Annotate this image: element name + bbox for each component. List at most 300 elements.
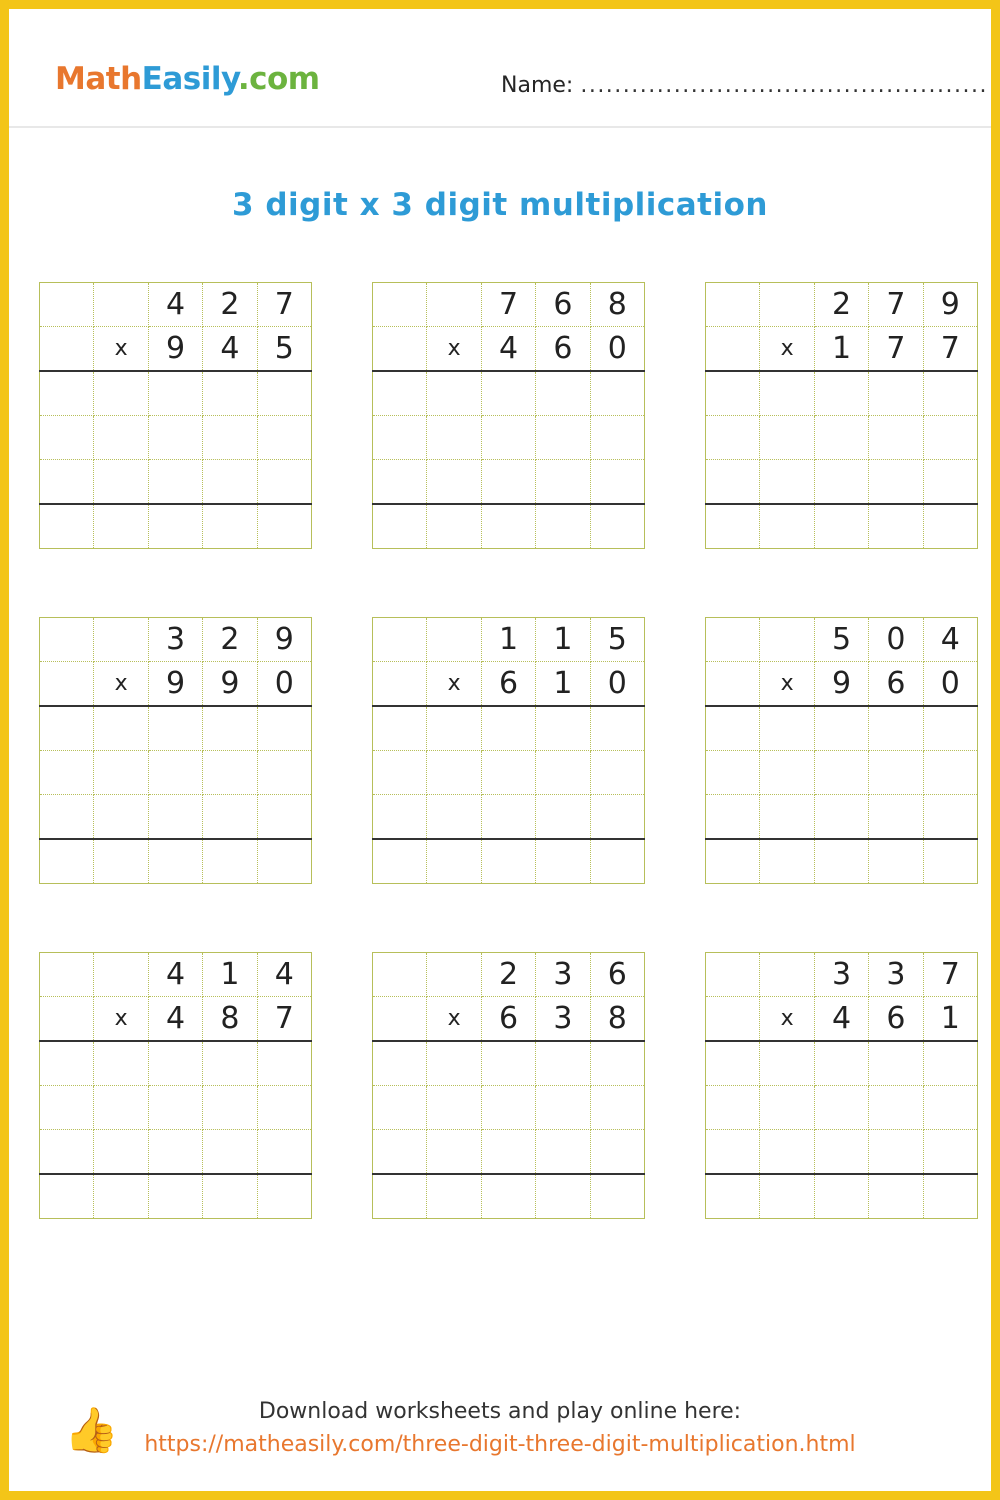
table-row (706, 504, 978, 549)
answer-cell[interactable] (40, 1041, 94, 1086)
operand-digit: 7 (923, 953, 977, 997)
pad-cell[interactable] (40, 283, 94, 327)
table-row (373, 371, 645, 416)
answer-cell[interactable] (760, 706, 814, 751)
answer-cell[interactable] (760, 795, 814, 840)
operator-symbol: x (427, 662, 481, 707)
pad-cell[interactable] (94, 618, 148, 662)
table-row (373, 1086, 645, 1130)
pad-cell[interactable] (706, 997, 760, 1042)
problem-8[interactable] (372, 952, 645, 1219)
table-row (373, 1130, 645, 1175)
pad-cell[interactable] (373, 997, 427, 1042)
answer-cell[interactable] (257, 751, 311, 795)
operand-digit: 9 (923, 283, 977, 327)
answer-cell[interactable] (706, 504, 760, 549)
table-row (706, 1174, 978, 1219)
pad-cell[interactable] (427, 283, 481, 327)
table-row (373, 997, 645, 1042)
answer-cell[interactable] (814, 795, 868, 840)
pad-cell[interactable] (706, 327, 760, 372)
answer-cell[interactable] (257, 706, 311, 751)
table-row (373, 953, 645, 997)
answer-cell[interactable] (94, 1041, 148, 1086)
problem-5[interactable] (372, 617, 645, 884)
operand-digit: 9 (203, 662, 257, 707)
answer-cell[interactable] (590, 751, 644, 795)
problem-row (9, 952, 1000, 1219)
answer-cell[interactable] (481, 795, 535, 840)
pad-cell[interactable] (706, 283, 760, 327)
answer-cell[interactable] (706, 1041, 760, 1086)
answer-cell[interactable] (536, 1174, 590, 1219)
pad-cell[interactable] (40, 618, 94, 662)
answer-cell[interactable] (590, 1041, 644, 1086)
answer-cell[interactable] (94, 795, 148, 840)
answer-cell[interactable] (706, 795, 760, 840)
pad-cell[interactable] (373, 618, 427, 662)
table-row (706, 618, 978, 662)
table-row (706, 1086, 978, 1130)
page-title: 3 digit x 3 digit multiplication (232, 187, 768, 223)
problem-row (9, 617, 1000, 884)
answer-cell[interactable] (923, 1086, 977, 1130)
answer-cell[interactable] (481, 416, 535, 460)
answer-cell[interactable] (760, 1174, 814, 1219)
answer-cell[interactable] (590, 839, 644, 884)
answer-cell[interactable] (706, 416, 760, 460)
pad-cell[interactable] (94, 953, 148, 997)
operand-digit: 4 (814, 997, 868, 1042)
answer-cell[interactable] (427, 795, 481, 840)
answer-cell[interactable] (590, 1086, 644, 1130)
table-row (706, 662, 978, 707)
answer-cell[interactable] (427, 460, 481, 505)
table-row (373, 283, 645, 327)
problem-row (9, 282, 1000, 549)
operator-symbol: x (427, 997, 481, 1042)
answer-cell[interactable] (148, 371, 202, 416)
answer-cell[interactable] (814, 751, 868, 795)
answer-cell[interactable] (814, 839, 868, 884)
operand-digit: 4 (203, 327, 257, 372)
answer-cell[interactable] (94, 1086, 148, 1130)
answer-cell[interactable] (923, 416, 977, 460)
answer-cell[interactable] (923, 839, 977, 884)
answer-cell[interactable] (257, 839, 311, 884)
table-row (40, 371, 312, 416)
table-row (40, 795, 312, 840)
operand-digit: 1 (923, 997, 977, 1042)
answer-cell[interactable] (536, 1041, 590, 1086)
answer-cell[interactable] (869, 371, 923, 416)
answer-cell[interactable] (706, 460, 760, 505)
operand-digit: 7 (869, 283, 923, 327)
table-row (706, 751, 978, 795)
pad-cell[interactable] (427, 618, 481, 662)
answer-cell[interactable] (427, 504, 481, 549)
answer-cell[interactable] (536, 795, 590, 840)
answer-cell[interactable] (203, 1174, 257, 1219)
answer-cell[interactable] (760, 751, 814, 795)
answer-cell[interactable] (536, 751, 590, 795)
answer-cell[interactable] (923, 460, 977, 505)
answer-cell[interactable] (257, 416, 311, 460)
table-row (40, 618, 312, 662)
answer-cell[interactable] (814, 706, 868, 751)
answer-cell[interactable] (814, 504, 868, 549)
operand-digit: 1 (536, 662, 590, 707)
answer-cell[interactable] (148, 839, 202, 884)
answer-cell[interactable] (706, 751, 760, 795)
footer-link[interactable]: https://matheasily.com/three-digit-three-digit-multiplication.html (144, 1432, 856, 1457)
answer-cell[interactable] (590, 416, 644, 460)
answer-cell[interactable] (203, 795, 257, 840)
answer-cell[interactable] (536, 416, 590, 460)
answer-cell[interactable] (148, 1041, 202, 1086)
answer-cell[interactable] (40, 1174, 94, 1219)
answer-cell[interactable] (373, 416, 427, 460)
answer-cell[interactable] (148, 1174, 202, 1219)
answer-cell[interactable] (481, 1041, 535, 1086)
table-row (706, 997, 978, 1042)
answer-cell[interactable] (869, 1086, 923, 1130)
answer-cell[interactable] (869, 1174, 923, 1219)
problem-cell (675, 952, 1000, 1219)
answer-cell[interactable] (869, 706, 923, 751)
answer-cell[interactable] (923, 795, 977, 840)
operand-digit: 9 (814, 662, 868, 707)
pad-cell[interactable] (40, 953, 94, 997)
answer-cell[interactable] (40, 751, 94, 795)
answer-cell[interactable] (40, 1130, 94, 1175)
answer-cell[interactable] (814, 371, 868, 416)
answer-cell[interactable] (148, 751, 202, 795)
pad-cell[interactable] (40, 662, 94, 707)
answer-cell[interactable] (373, 1130, 427, 1175)
answer-cell[interactable] (814, 460, 868, 505)
answer-cell[interactable] (427, 839, 481, 884)
answer-cell[interactable] (869, 839, 923, 884)
answer-cell[interactable] (257, 1086, 311, 1130)
answer-cell[interactable] (148, 1086, 202, 1130)
answer-cell[interactable] (760, 1086, 814, 1130)
answer-cell[interactable] (257, 1130, 311, 1175)
answer-cell[interactable] (373, 504, 427, 549)
table-row (373, 751, 645, 795)
table-row (40, 283, 312, 327)
operator-symbol: x (94, 662, 148, 707)
answer-cell[interactable] (923, 751, 977, 795)
operand-digit: 4 (257, 953, 311, 997)
answer-cell[interactable] (40, 706, 94, 751)
answer-cell[interactable] (923, 371, 977, 416)
pad-cell[interactable] (760, 618, 814, 662)
answer-cell[interactable] (869, 504, 923, 549)
answer-cell[interactable] (481, 751, 535, 795)
answer-cell[interactable] (923, 1130, 977, 1175)
answer-cell[interactable] (94, 416, 148, 460)
answer-cell[interactable] (427, 1174, 481, 1219)
answer-cell[interactable] (203, 706, 257, 751)
problem-6[interactable] (705, 617, 978, 884)
answer-cell[interactable] (373, 371, 427, 416)
answer-cell[interactable] (706, 706, 760, 751)
answer-cell[interactable] (923, 706, 977, 751)
pad-cell[interactable] (706, 662, 760, 707)
operand-digit: 1 (481, 618, 535, 662)
table-row (373, 839, 645, 884)
page-footer (9, 1399, 991, 1457)
answer-cell[interactable] (427, 706, 481, 751)
answer-cell[interactable] (536, 1130, 590, 1175)
answer-cell[interactable] (923, 504, 977, 549)
operand-digit: 3 (536, 997, 590, 1042)
table-row (373, 1174, 645, 1219)
answer-cell[interactable] (869, 795, 923, 840)
answer-cell[interactable] (257, 504, 311, 549)
table-row (40, 751, 312, 795)
answer-cell[interactable] (481, 504, 535, 549)
answer-cell[interactable] (536, 504, 590, 549)
table-row (373, 662, 645, 707)
answer-cell[interactable] (373, 706, 427, 751)
answer-cell[interactable] (590, 371, 644, 416)
answer-cell[interactable] (257, 1041, 311, 1086)
answer-cell[interactable] (481, 1130, 535, 1175)
answer-cell[interactable] (760, 371, 814, 416)
operand-digit: 6 (481, 997, 535, 1042)
answer-cell[interactable] (590, 504, 644, 549)
answer-cell[interactable] (373, 1041, 427, 1086)
answer-cell[interactable] (427, 1041, 481, 1086)
answer-cell[interactable] (869, 1041, 923, 1086)
answer-cell[interactable] (40, 1086, 94, 1130)
answer-cell[interactable] (148, 460, 202, 505)
problem-7[interactable] (39, 952, 312, 1219)
answer-cell[interactable] (94, 504, 148, 549)
pad-cell[interactable] (373, 283, 427, 327)
answer-cell[interactable] (814, 416, 868, 460)
answer-cell[interactable] (427, 416, 481, 460)
answer-cell[interactable] (536, 1086, 590, 1130)
answer-cell[interactable] (203, 460, 257, 505)
answer-cell[interactable] (590, 706, 644, 751)
answer-cell[interactable] (427, 371, 481, 416)
table-row (373, 504, 645, 549)
answer-cell[interactable] (481, 1174, 535, 1219)
answer-cell[interactable] (40, 504, 94, 549)
answer-cell[interactable] (373, 1174, 427, 1219)
answer-cell[interactable] (706, 839, 760, 884)
answer-cell[interactable] (373, 751, 427, 795)
table-row (706, 953, 978, 997)
answer-cell[interactable] (814, 1086, 868, 1130)
answer-cell[interactable] (203, 1086, 257, 1130)
name-input-line[interactable]: ................................................ (580, 73, 988, 98)
table-row (706, 371, 978, 416)
operand-digit: 4 (923, 618, 977, 662)
table-row (373, 795, 645, 840)
operand-digit: 5 (814, 618, 868, 662)
pad-cell[interactable] (373, 953, 427, 997)
table-row (706, 795, 978, 840)
problem-cell (342, 282, 675, 549)
answer-cell[interactable] (481, 706, 535, 751)
operand-digit: 9 (148, 327, 202, 372)
answer-cell[interactable] (427, 1130, 481, 1175)
pad-cell[interactable] (40, 997, 94, 1042)
name-field[interactable] (501, 73, 988, 98)
answer-cell[interactable] (760, 1041, 814, 1086)
answer-cell[interactable] (40, 416, 94, 460)
answer-cell[interactable] (373, 795, 427, 840)
answer-cell[interactable] (590, 1130, 644, 1175)
answer-cell[interactable] (373, 839, 427, 884)
problem-9[interactable] (705, 952, 978, 1219)
answer-cell[interactable] (590, 1174, 644, 1219)
answer-cell[interactable] (481, 1086, 535, 1130)
logo-part-domain: .com (237, 61, 320, 97)
answer-cell[interactable] (760, 1130, 814, 1175)
answer-cell[interactable] (923, 1041, 977, 1086)
answer-cell[interactable] (148, 1130, 202, 1175)
operand-digit: 3 (814, 953, 868, 997)
answer-cell[interactable] (94, 839, 148, 884)
operand-digit: 0 (257, 662, 311, 707)
answer-cell[interactable] (40, 460, 94, 505)
answer-cell[interactable] (148, 504, 202, 549)
answer-cell[interactable] (40, 795, 94, 840)
answer-cell[interactable] (760, 504, 814, 549)
answer-cell[interactable] (373, 1086, 427, 1130)
operand-digit: 6 (869, 662, 923, 707)
answer-cell[interactable] (94, 1130, 148, 1175)
answer-cell[interactable] (814, 1130, 868, 1175)
answer-cell[interactable] (40, 839, 94, 884)
problem-2[interactable] (372, 282, 645, 549)
answer-cell[interactable] (760, 460, 814, 505)
answer-cell[interactable] (148, 706, 202, 751)
pad-cell[interactable] (706, 953, 760, 997)
problem-1[interactable] (39, 282, 312, 549)
table-row (706, 706, 978, 751)
answer-cell[interactable] (869, 416, 923, 460)
answer-cell[interactable] (706, 371, 760, 416)
pad-cell[interactable] (760, 953, 814, 997)
thumbs-up-icon: 👍 (64, 1405, 119, 1456)
pad-cell[interactable] (706, 618, 760, 662)
answer-cell[interactable] (148, 795, 202, 840)
answer-cell[interactable] (427, 1086, 481, 1130)
answer-cell[interactable] (869, 1130, 923, 1175)
pad-cell[interactable] (373, 327, 427, 372)
answer-cell[interactable] (94, 460, 148, 505)
answer-cell[interactable] (590, 795, 644, 840)
answer-cell[interactable] (536, 460, 590, 505)
pad-cell[interactable] (373, 662, 427, 707)
operand-digit: 5 (590, 618, 644, 662)
answer-cell[interactable] (706, 1130, 760, 1175)
answer-cell[interactable] (203, 1041, 257, 1086)
table-row (40, 504, 312, 549)
operand-digit: 1 (203, 953, 257, 997)
answer-cell[interactable] (257, 371, 311, 416)
answer-cell[interactable] (869, 460, 923, 505)
table-row (706, 283, 978, 327)
answer-cell[interactable] (706, 1086, 760, 1130)
operand-digit: 7 (257, 997, 311, 1042)
answer-cell[interactable] (760, 416, 814, 460)
answer-cell[interactable] (760, 839, 814, 884)
operand-digit: 0 (590, 327, 644, 372)
answer-cell[interactable] (94, 1174, 148, 1219)
answer-cell[interactable] (203, 839, 257, 884)
answer-cell[interactable] (869, 751, 923, 795)
answer-cell[interactable] (427, 751, 481, 795)
problem-grid (9, 282, 1000, 1287)
answer-cell[interactable] (481, 460, 535, 505)
problem-cell (9, 952, 342, 1219)
answer-cell[interactable] (706, 1174, 760, 1219)
table-row (373, 327, 645, 372)
problem-3[interactable] (705, 282, 978, 549)
answer-cell[interactable] (590, 460, 644, 505)
answer-cell[interactable] (148, 416, 202, 460)
table-row (40, 662, 312, 707)
pad-cell[interactable] (427, 953, 481, 997)
operand-digit: 6 (869, 997, 923, 1042)
answer-cell[interactable] (373, 460, 427, 505)
pad-cell[interactable] (760, 283, 814, 327)
table-row (40, 416, 312, 460)
answer-cell[interactable] (257, 460, 311, 505)
pad-cell[interactable] (40, 327, 94, 372)
operand-digit: 2 (203, 618, 257, 662)
table-row (373, 706, 645, 751)
footer-text: Download worksheets and play online here: (258, 1399, 742, 1424)
pad-cell[interactable] (94, 283, 148, 327)
answer-cell[interactable] (257, 795, 311, 840)
answer-cell[interactable] (94, 706, 148, 751)
answer-cell[interactable] (257, 1174, 311, 1219)
answer-cell[interactable] (94, 751, 148, 795)
answer-cell[interactable] (40, 371, 94, 416)
answer-cell[interactable] (203, 751, 257, 795)
operand-digit: 3 (536, 953, 590, 997)
answer-cell[interactable] (536, 839, 590, 884)
answer-cell[interactable] (203, 504, 257, 549)
site-logo (55, 61, 320, 97)
problem-4[interactable] (39, 617, 312, 884)
answer-cell[interactable] (203, 1130, 257, 1175)
answer-cell[interactable] (814, 1174, 868, 1219)
answer-cell[interactable] (203, 371, 257, 416)
logo-part-easily: Easily (141, 61, 238, 97)
operand-digit: 3 (869, 953, 923, 997)
operand-digit: 7 (869, 327, 923, 372)
answer-cell[interactable] (203, 416, 257, 460)
answer-cell[interactable] (481, 371, 535, 416)
answer-cell[interactable] (536, 371, 590, 416)
answer-cell[interactable] (923, 1174, 977, 1219)
answer-cell[interactable] (481, 839, 535, 884)
answer-cell[interactable] (536, 706, 590, 751)
operand-digit: 7 (481, 283, 535, 327)
answer-cell[interactable] (94, 371, 148, 416)
answer-cell[interactable] (814, 1041, 868, 1086)
problem-cell (675, 282, 1000, 549)
